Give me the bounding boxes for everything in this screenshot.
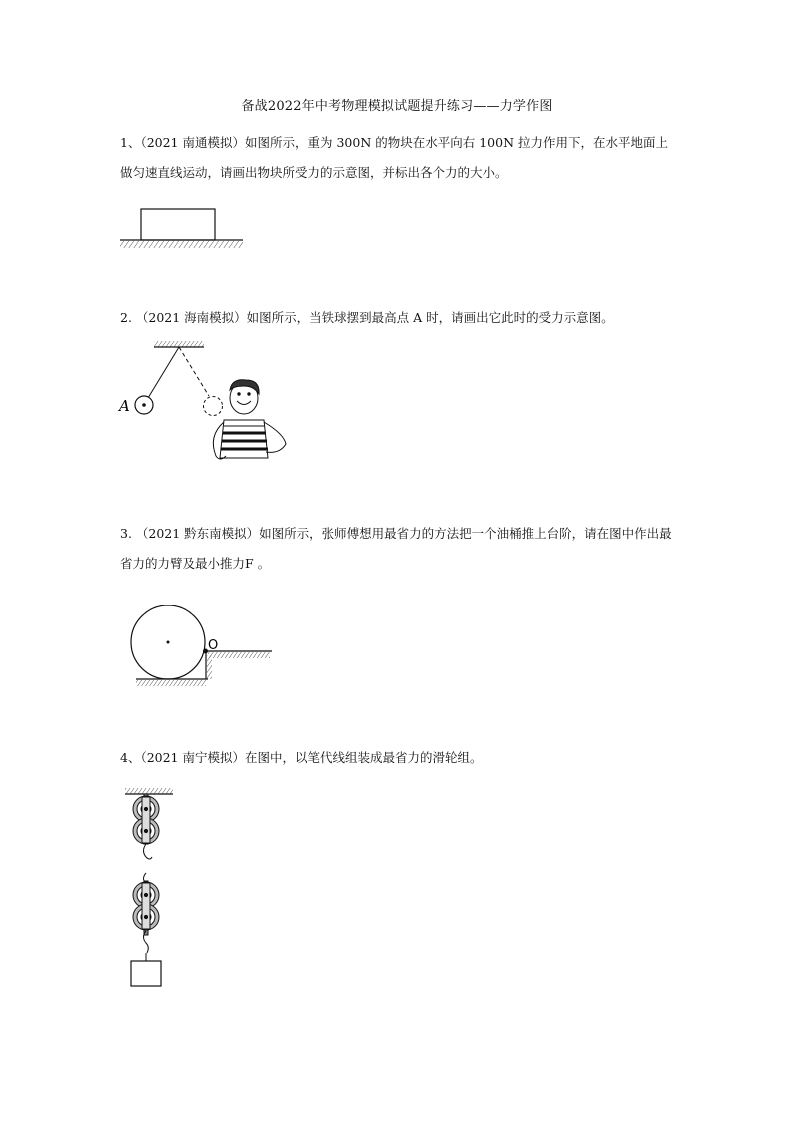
movable-pulley-block [133,873,159,953]
question-2-text: 2. （2021 海南模拟）如图所示，当铁球摆到最高点 A 时，请画出它此时的受力示意图。 [120,310,614,325]
ceiling-hatch [125,788,173,794]
dashed-string [179,347,209,396]
ceiling-hatch [154,341,204,347]
pendulum-string [148,347,179,398]
pivot-label: O [208,638,219,653]
drum-center [167,641,170,644]
lower-ground-hatch [136,680,206,686]
boy-illustration [213,380,286,459]
question-2-figure [116,338,296,473]
question-4-figure [120,785,190,990]
question-1-text: 1、（2021 南通模拟）如图所示，重为 300N 的物块在水平向右 100N 拉力作用下，在水平地面上做匀速直线运动，请画出物块所受力的示意图，并标出各个力的大小。 [120,135,668,180]
question-1-figure [118,206,248,252]
weight-box [131,961,161,986]
page-title: 备战2022年中考物理模拟试题提升练习——力学作图 [241,99,553,114]
question-3-figure [126,605,276,690]
block [141,209,215,240]
step-side-hatch [207,655,212,679]
fixed-pulley-block [133,794,159,859]
ground-hatch [120,241,243,248]
ghost-ball [204,397,223,416]
point-a-label: A [119,397,130,415]
ball-center [142,403,146,407]
question-3-text: 3. （2021 黔东南模拟）如图所示，张师傅想用最省力的方法把一个油桶推上台阶，请在图中作出最省力的力臂及最小推力F 。 [120,526,672,571]
question-4-text: 4、（2021 南宁模拟）在图中，以笔代线组装成最省力的滑轮组。 [120,750,483,765]
